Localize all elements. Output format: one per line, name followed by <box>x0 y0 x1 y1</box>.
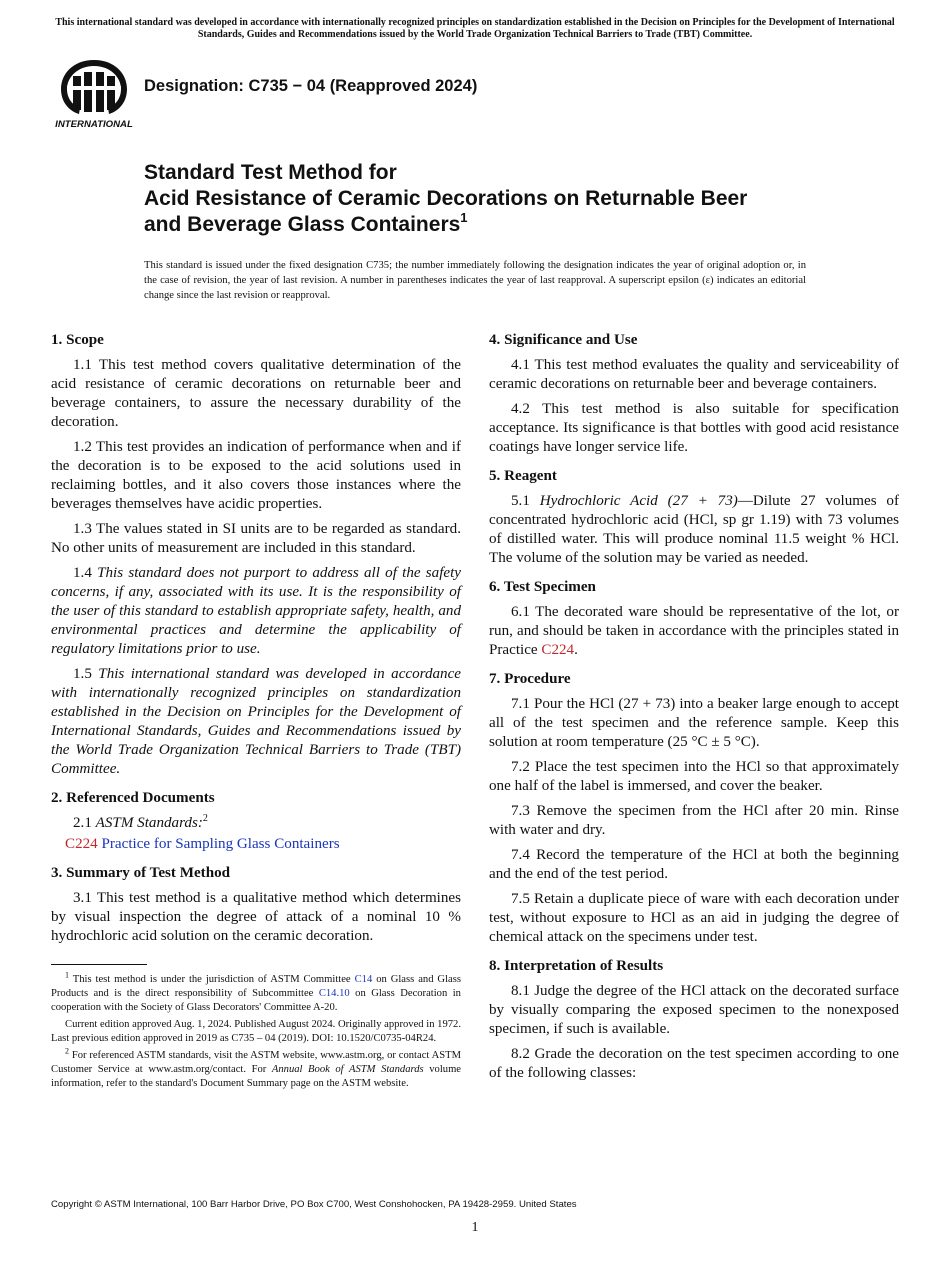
paragraph-7-1 <box>489 695 899 752</box>
section-heading: 6. Test Specimen <box>489 579 596 595</box>
paragraph-1-5 <box>51 665 461 779</box>
paragraph-7-3 <box>489 802 899 840</box>
right-column <box>489 331 899 1089</box>
paragraph-5-1 <box>489 492 899 568</box>
paragraph-4-2 <box>489 400 899 457</box>
section-summary <box>51 864 461 946</box>
para-text: Remove the specimen from the HCl after 20 min. Rinse with water and dry. <box>489 803 899 838</box>
footnote-edition: Current edition approved Aug. 1, 2024. Published August 2024. Originally approved in 1972. Last previous edition approved in 2019 as C735 – 04 (2019). DOI: 10.1520/C0735-04R24. <box>51 1019 461 1044</box>
section-referenced-documents <box>51 789 461 854</box>
section-scope <box>51 331 461 779</box>
reference-title-link[interactable]: Practice for Sampling Glass Containers <box>101 836 340 852</box>
paragraph-1-3 <box>51 520 461 558</box>
paragraph-1-4 <box>51 564 461 659</box>
paragraph-7-2 <box>489 758 899 796</box>
section-heading: 7. Procedure <box>489 671 571 687</box>
title-line-2: Acid Resistance of Ceramic Decorations on Returnable Beer <box>144 187 748 210</box>
section-heading: 5. Reagent <box>489 468 557 484</box>
para-number: 1.4 <box>73 565 92 581</box>
footnote-text: For referenced ASTM standards, visit the ASTM website, www.astm.org, or contact ASTM Customer Service at www.astm.org/contact. For <box>51 1050 462 1075</box>
footnote-text: on Glass Decoration in cooperation with the Society of Glass Decorators' Committee A-20. <box>51 988 461 1013</box>
footnote-divider <box>51 964 147 965</box>
para-number: 7.1 <box>511 696 530 712</box>
section-heading: 8. Interpretation of Results <box>489 958 664 974</box>
para-number: 7.5 <box>511 891 530 907</box>
document-title <box>144 160 844 238</box>
section-test-specimen <box>489 578 899 660</box>
para-text: Judge the degree of the HCl attack on the decorated surface by visually comparing the exposed specimen to the nonexposed specimen, if such is available. <box>489 983 900 1037</box>
title-line-3-text: and Beverage Glass Containers <box>144 213 461 236</box>
subcommittee-link[interactable]: C14.10 <box>318 988 350 999</box>
para-number: 1.1 <box>73 357 92 373</box>
section-procedure <box>489 670 899 947</box>
page-number: 1 <box>471 1220 479 1235</box>
logo-label: INTERNATIONAL <box>55 119 133 130</box>
para-number: 4.1 <box>511 357 530 373</box>
left-column <box>51 331 461 952</box>
para-text: —Dilute 27 volumes of concentrated hydrochloric acid (HCl, sp gr 1.19) with 73 volumes of distilled water. This will produce nominal 11.5 weight % HCl. The volume of the solution may be varied as needed. <box>489 493 900 566</box>
para-text: Place the test specimen into the HCl so that approximately one half of the label is immersed, and cover the beaker. <box>489 759 899 794</box>
para-text: Pour the HCl (27 + 73) into a beaker large enough to accept all of the test specimen and the reference sample. Keep this solution at room temperature (25 °C ± 5 °C). <box>489 696 900 750</box>
footnote-2 <box>51 1046 462 1091</box>
top-notice: This international standard was developed in accordance with internationally recognized principles on standardization established in the Decision on Principles for the Development of International Standards, Guides and Recommendations issued by the World Trade Organization Technical Barriers to Trade (TBT) Committee. <box>55 17 895 40</box>
designation: Designation: C735 − 04 (Reapproved 2024) <box>144 77 478 95</box>
para-text: This test method evaluates the quality and serviceability of ceramic decorations on returnable beer and beverage containers. <box>489 357 899 392</box>
footnote-text: This test method is under the jurisdiction of ASTM Committee <box>72 974 351 985</box>
issue-note: This standard is issued under the fixed designation C735; the number immediately following the designation indicates the year of original adoption or, in the case of revision, the year of last revision. A number in parentheses indicates the year of last reapproval. A superscript epsilon (ε) indicates an editorial change since the last revision or reapproval. <box>144 260 806 301</box>
para-number: 3.1 <box>73 890 92 906</box>
footnote-mark: 2 <box>65 1046 69 1056</box>
footnote-1 <box>51 970 461 1015</box>
para-text: The values stated in SI units are to be regarded as standard. No other units of measurement are included in this standard. <box>51 521 461 556</box>
footnote-italic-text: Annual Book of ASTM Standards <box>271 1064 424 1075</box>
section-heading: 1. Scope <box>51 332 104 348</box>
para-text: The decorated ware should be representative of the lot, or run, and should be taken in accordance with the principles stated in Practice <box>489 604 899 658</box>
paragraph-3-1 <box>51 889 461 946</box>
para-number: 1.5 <box>73 666 92 682</box>
para-text: This test provides an indication of performance when and if the decoration is to be exposed to the acid solutions used in reclaiming bottles, and it also covers those instances where the beverages themselves have acidic properties. <box>51 439 461 512</box>
para-text: This test method is also suitable for specification acceptance. Its significance is that bottles with good acid resistance coatings have longer service life. <box>489 401 899 455</box>
footnote-mark: 1 <box>65 970 69 980</box>
paragraph-1-2 <box>51 438 461 514</box>
footnote-mark: 2 <box>202 812 208 824</box>
para-text: Grade the decoration on the test specimen according to one of the following classes: <box>489 1046 899 1081</box>
paragraph-8-2 <box>489 1045 899 1083</box>
para-number: 6.1 <box>511 604 530 620</box>
footnote-text: on Glass and Glass Products and is the direct responsibility of Subcommittee <box>51 974 461 999</box>
section-reagent <box>489 467 899 568</box>
para-text: This test method is a qualitative method which determines by visual inspection the degree of attack of a nominal 10 % hydrochloric acid solution on the ceramic decoration. <box>51 890 461 944</box>
para-number: 2.1 <box>73 815 92 831</box>
para-text: ASTM Standards: <box>95 815 203 831</box>
title-line-3 <box>144 212 844 238</box>
section-heading: 3. Summary of Test Method <box>51 865 231 881</box>
para-text: This international standard was developed in accordance with internationally recognized principles on standardization established in the Decision on Principles for the Development of International Standards, Guides and Recommendations issued by the World Trade Organization Technical Barriers to Trade (TBT) Committee. <box>51 666 461 777</box>
paragraph-6-1 <box>489 603 899 660</box>
reference-item <box>51 835 461 854</box>
paragraph-4-1 <box>489 356 899 394</box>
para-number: 5.1 <box>511 493 530 509</box>
section-heading: 2. Referenced Documents <box>51 790 215 806</box>
title-line-1: Standard Test Method for <box>144 161 397 184</box>
paragraph-2-1 <box>51 814 461 833</box>
para-end: . <box>574 642 578 658</box>
paragraph-1-1 <box>51 356 461 432</box>
para-number: 7.2 <box>511 759 530 775</box>
para-number: 7.4 <box>511 847 530 863</box>
para-number: 1.2 <box>73 439 92 455</box>
para-number: 8.2 <box>511 1046 530 1062</box>
title-footnote-mark: 1 <box>460 210 468 225</box>
para-text: Record the temperature of the HCl at both the beginning and the end of the test period. <box>489 847 899 882</box>
reagent-name: Hydrochloric Acid (27 + 73) <box>539 493 738 509</box>
footnote-text: volume information, refer to the standard's Document Summary page on the ASTM website. <box>51 1064 462 1089</box>
para-text: Retain a duplicate piece of ware with each decoration under test, without exposure to HCl as an aid in judging the degree of chemical attack on the specimens under test. <box>489 891 899 945</box>
para-text: This test method covers qualitative determination of the acid resistance of ceramic decorations on returnable beer and beverage containers, to assure the necessary durability of the decoration. <box>51 357 461 430</box>
section-heading: 4. Significance and Use <box>489 332 638 348</box>
para-number: 1.3 <box>73 521 92 537</box>
para-number: 8.1 <box>511 983 530 999</box>
paragraph-8-1 <box>489 982 899 1039</box>
reference-code-link[interactable]: C224 <box>65 836 98 852</box>
para-number: 4.2 <box>511 401 530 417</box>
section-interpretation <box>489 957 899 1083</box>
committee-link[interactable]: C14 <box>354 974 373 985</box>
reference-code-link[interactable]: C224 <box>541 642 575 658</box>
paragraph-7-5 <box>489 890 899 947</box>
section-significance <box>489 331 899 457</box>
astm-logo <box>53 56 135 130</box>
paragraph-7-4 <box>489 846 899 884</box>
para-text: This standard does not purport to address all of the safety concerns, if any, associated with its use. It is the responsibility of the user of this standard to establish appropriate safety, health, and environmental practices and determine the applicability of regulatory limitations prior to use. <box>51 565 462 657</box>
para-number: 7.3 <box>511 803 530 819</box>
astm-logo-mark <box>61 60 127 114</box>
footnotes <box>51 970 462 1094</box>
copyright-notice: Copyright © ASTM International, 100 Barr Harbor Drive, PO Box C700, West Conshohocken, PA 19428-2959. United States <box>51 1199 577 1210</box>
